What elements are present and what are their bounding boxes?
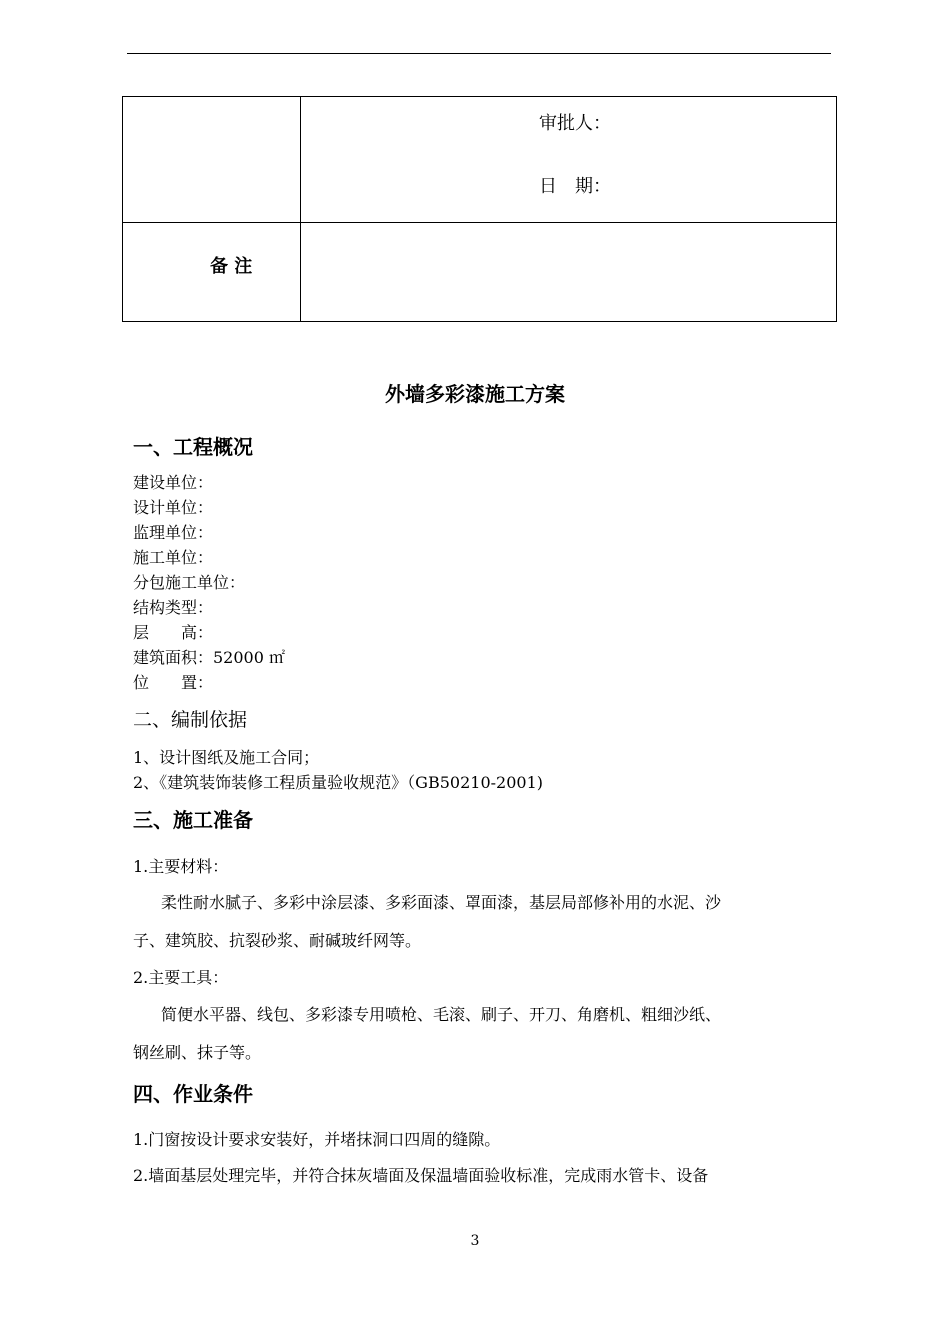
materials-label: 1.主要材料： [133, 857, 229, 876]
page-number: 3 [470, 1233, 480, 1249]
document-title: 外墙多彩漆施工方案 [385, 382, 565, 406]
list-item: 监理单位： [133, 523, 214, 542]
approval-table [122, 96, 837, 322]
date-label: 日 期： [539, 176, 611, 197]
approver-label: 审批人： [539, 113, 611, 134]
list-item: 施工单位： [133, 548, 214, 567]
condition-item: 1.门窗按设计要求安装好，并堵抹洞口四周的缝隙。 [133, 1130, 501, 1149]
section2-heading: 二、编制依据 [133, 709, 248, 731]
list-item: 位 置： [133, 673, 214, 692]
section4-heading: 四、作业条件 [133, 1082, 253, 1106]
tools-label: 2.主要工具： [133, 968, 229, 987]
list-item: 1、设计图纸及施工合同； [133, 748, 320, 767]
table-column-divider [300, 97, 301, 321]
list-item: 设计单位： [133, 498, 214, 517]
list-item: 层 高： [133, 623, 214, 642]
condition-item: 2.墙面基层处理完毕，并符合抹灰墙面及保温墙面验收标准，完成雨水管卡、设备 [133, 1166, 709, 1185]
materials-text-line: 子、建筑胶、抗裂砂浆、耐碱玻纤网等。 [133, 931, 422, 950]
materials-text-line: 柔性耐水腻子、多彩中涂层漆、多彩面漆、罩面漆，基层局部修补用的水泥、沙 [161, 893, 722, 912]
section1-heading: 一、工程概况 [133, 435, 253, 459]
tools-text-line: 钢丝刷、抹子等。 [133, 1043, 262, 1062]
table-row-divider [123, 222, 836, 223]
remarks-label: 备 注 [210, 256, 253, 277]
list-item: 建筑面积：52000 ㎡ [133, 648, 285, 667]
list-item: 建设单位： [133, 473, 214, 492]
section3-heading: 三、施工准备 [133, 808, 253, 832]
list-item: 结构类型： [133, 598, 214, 617]
list-item: 2、《建筑装饰装修工程质量验收规范》（GB50210-2001) [133, 773, 543, 792]
header-rule [127, 53, 831, 54]
list-item: 分包施工单位： [133, 573, 246, 592]
tools-text-line: 简便水平器、线包、多彩漆专用喷枪、毛滚、刷子、开刀、角磨机、粗细沙纸、 [161, 1005, 722, 1024]
